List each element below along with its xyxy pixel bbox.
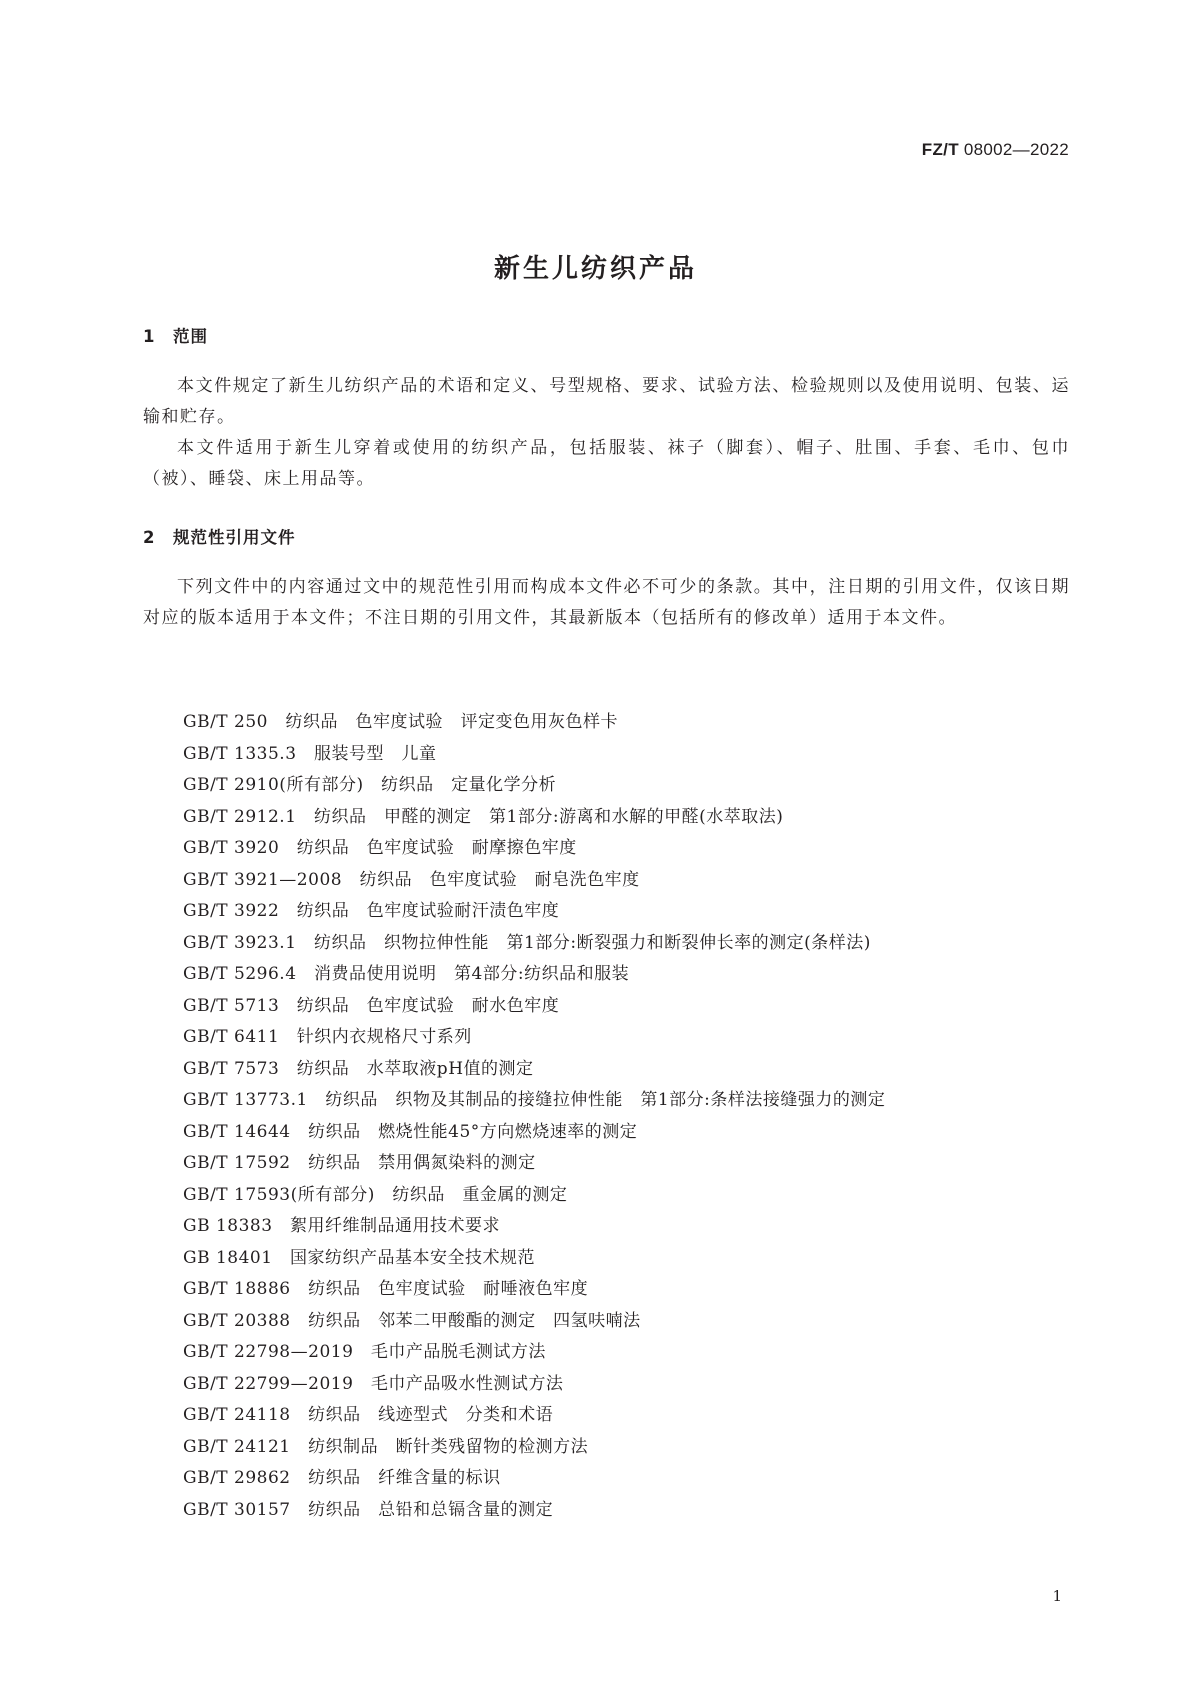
section-1-number: 1 xyxy=(143,327,156,346)
reference-item: GB 18401 国家纺织产品基本安全技术规范 xyxy=(183,1247,536,1268)
reference-item: GB/T 24121 纺织制品 断针类残留物的检测方法 xyxy=(183,1436,589,1457)
standard-code xyxy=(922,140,1069,160)
reference-item: GB/T 22799—2019 毛巾产品吸水性测试方法 xyxy=(183,1373,564,1394)
standard-code-number: 08002—2022 xyxy=(963,140,1069,159)
reference-item: GB/T 1335.3 服装号型 儿童 xyxy=(183,743,437,764)
reference-item: GB/T 22798—2019 毛巾产品脱毛测试方法 xyxy=(183,1342,546,1362)
reference-item: GB/T 3920 纺织品 色牢度试验 耐摩擦色牢度 xyxy=(183,838,577,858)
reference-item: GB/T 3922 纺织品 色牢度试验耐汗渍色牢度 xyxy=(183,901,560,921)
normative-references-list xyxy=(183,707,885,1526)
reference-item: GB/T 2912.1 纺织品 甲醛的测定 第1部分:游离和水解的甲醛(水萃取法) xyxy=(183,806,784,827)
reference-item: GB/T 6411 针织内衣规格尺寸系列 xyxy=(183,1027,472,1047)
reference-item: GB/T 13773.1 纺织品 织物及其制品的接缝拉伸性能 第1部分:条样法接缝强力的测定 xyxy=(183,1090,886,1110)
reference-item: GB/T 5296.4 消费品使用说明 第4部分:纺织品和服装 xyxy=(183,964,630,984)
page-number: 1 xyxy=(1052,1587,1062,1605)
reference-item: GB/T 29862 纺织品 纤维含量的标识 xyxy=(183,1468,501,1488)
section-2-heading xyxy=(143,524,296,548)
reference-item: GB/T 5713 纺织品 色牢度试验 耐水色牢度 xyxy=(183,995,560,1016)
document-title: 新生儿纺织产品 xyxy=(493,254,697,284)
section-2-paragraph-1: 下列文件中的内容通过文中的规范性引用而构成本文件必不可少的条款。其中，注日期的引用文件，仅该日期对应的版本适用于本文件；不注日期的引用文件，其最新版本（包括所有的修改单）适用于本文件。 xyxy=(143,577,1070,628)
reference-item: GB/T 14644 纺织品 燃烧性能45°方向燃烧速率的测定 xyxy=(183,1121,638,1142)
reference-item: GB/T 2910(所有部分) 纺织品 定量化学分析 xyxy=(183,775,557,795)
section-1-heading xyxy=(143,323,208,347)
section-1-title: 范围 xyxy=(173,327,208,346)
reference-item: GB/T 17592 纺织品 禁用偶氮染料的测定 xyxy=(183,1153,536,1173)
reference-item: GB/T 250 纺织品 色牢度试验 评定变色用灰色样卡 xyxy=(183,712,618,732)
standard-code-prefix: FZ/T xyxy=(921,140,959,159)
section-2-title: 规范性引用文件 xyxy=(173,528,296,547)
section-2-number: 2 xyxy=(143,528,156,547)
reference-item: GB/T 24118 纺织品 线迹型式 分类和术语 xyxy=(183,1405,554,1425)
reference-item: GB 18383 絮用纤维制品通用技术要求 xyxy=(183,1216,501,1236)
reference-item: GB/T 18886 纺织品 色牢度试验 耐唾液色牢度 xyxy=(183,1279,589,1299)
section-1-paragraph-1: 本文件规定了新生儿纺织产品的术语和定义、号型规格、要求、试验方法、检验规则以及使用说明、包装、运输和贮存。 xyxy=(143,376,1070,427)
reference-item: GB/T 7573 纺织品 水萃取液pH值的测定 xyxy=(183,1058,534,1079)
reference-item: GB/T 3923.1 纺织品 织物拉伸性能 第1部分:断裂强力和断裂伸长率的测定(条样法) xyxy=(183,932,871,953)
reference-item: GB/T 17593(所有部分) 纺织品 重金属的测定 xyxy=(183,1184,568,1205)
section-1-paragraph-2: 本文件适用于新生儿穿着或使用的纺织产品，包括服装、袜子（脚套）、帽子、肚围、手套、毛巾、包巾（被）、睡袋、床上用品等。 xyxy=(143,438,1070,489)
reference-item: GB/T 30157 纺织品 总铅和总镉含量的测定 xyxy=(183,1499,554,1520)
reference-item: GB/T 20388 纺织品 邻苯二甲酸酯的测定 四氢呋喃法 xyxy=(183,1310,641,1331)
reference-item: GB/T 3921—2008 纺织品 色牢度试验 耐皂洗色牢度 xyxy=(183,869,640,890)
